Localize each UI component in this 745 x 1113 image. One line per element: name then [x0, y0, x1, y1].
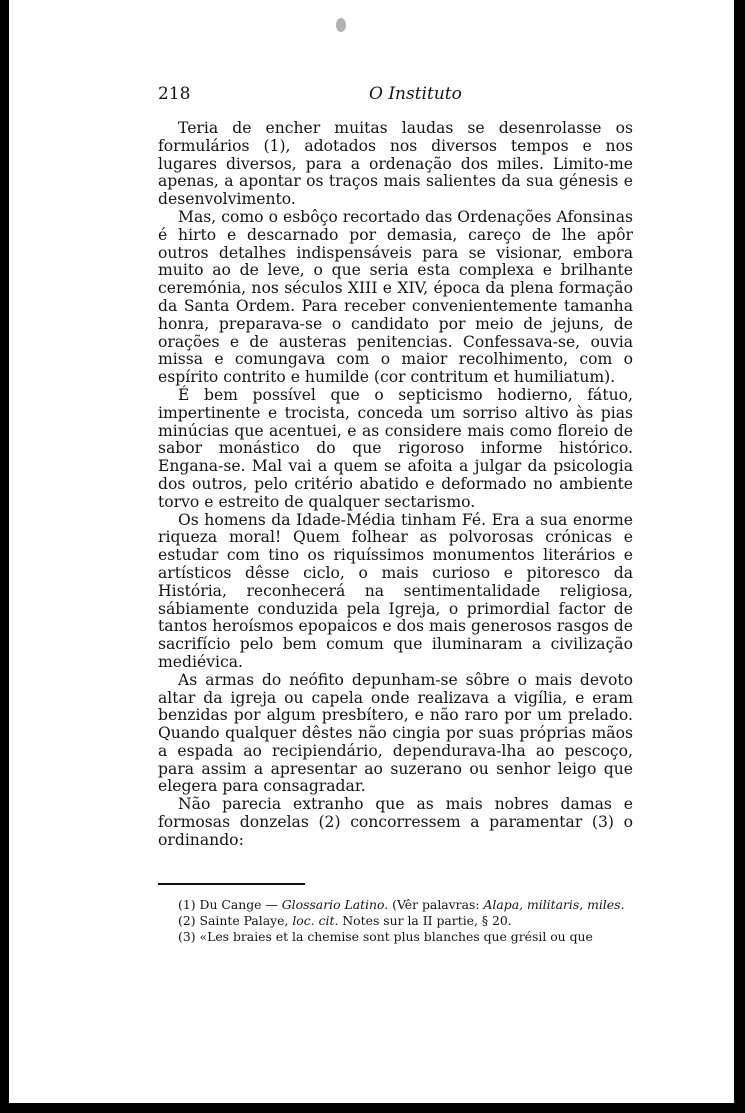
paragraph-6: Não parecia extranho que as mais nobres damas e formosas donzelas (2) concorressem a paramentar (3) o ordinando: — [158, 795, 633, 849]
scan-border-right — [734, 0, 745, 1113]
footnote-1-note: (Vêr palavras: — [392, 896, 480, 912]
footnote-1-author: Du Cange — — [199, 896, 278, 912]
page-header — [158, 84, 633, 110]
paragraph-3: É bem possível que o septicismo hodierno, fátuo, impertinente e trocista, conceda um sorriso altivo às pias minúcias que acentuei, e as considere mais como floreio de sabor monástico do que rigoroso informe histórico. Engana-se. Mal vai a quem se afoita a julgar da psicologia dos outros, pelo critério abatido e deformado no ambiente torvo e estreito de qualquer sectarismo. — [158, 385, 633, 511]
footnote-2 — [158, 913, 633, 929]
footnote-2-marker: (2) — [178, 913, 196, 929]
footnote-2-note: Notes sur la II partie, § 20. — [342, 913, 512, 929]
running-title: O Instituto — [369, 84, 462, 104]
footnote-2-loc: loc. cit. — [292, 913, 339, 929]
footnote-1-marker: (1) — [178, 896, 196, 912]
footnote-rule — [158, 883, 305, 885]
footnote-3-marker: (3) — [178, 929, 196, 945]
footnote-1-work: Glossario Latino. — [281, 896, 389, 912]
footnote-2-author: Sainte Palaye, — [199, 913, 289, 929]
scan-border-left — [0, 0, 9, 1113]
ink-blot — [336, 18, 346, 32]
page-body — [158, 84, 633, 946]
paragraph-2: Mas, como o esbôço recortado das Ordenações Afonsinas é hirto e descarnado por demasia, careço de lhe apôr outros detalhes indispensáveis para se visionar, embora muito ao de leve, o que seria esta complexa e brilhante ceremónia, nos séculos XIII e XIV, época da plena formação da Santa Ordem. Para receber convenientemente tamanha honra, preparava-se o candidato por meio de jejuns, de orações e de austeras penitencias. Confessava-se, ouvia missa e comungava com o maior recolhimento, com o espírito contrito e humilde (cor contritum et humiliatum). — [158, 207, 633, 387]
footnote-1-words: Alapa, militaris, miles. — [483, 896, 625, 912]
paragraph-5: As armas do neófito depunham-se sôbre o mais devoto altar da igreja ou capela onde realizava a vigília, e eram benzidas por algum presbítero, e não raro por um prelado. Quando qualquer dêstes não cingia por suas próprias mãos a espada ao recipiendário, dependurava-lha ao pescoço, para assim a apresentar ao suzerano ou senhor leigo que elegera para consagradar. — [158, 670, 633, 796]
footnote-3-text: «Les braies et la chemise sont plus blanches que grésil ou que — [199, 929, 593, 945]
footnote-1 — [158, 897, 633, 913]
paragraph-4: Os homens da Idade-Média tinham Fé. Era a sua enorme riqueza moral! Quem folhear as polvorosas crónicas e estudar com tino os riquíssimos monumentos literários e artísticos dêsse ciclo, o mais curioso e pitoresco da História, reconhecerá na sentimentalidade religiosa, sábiamente conduzida pela Igreja, o primordial factor de tantos heroísmos epopaicos e dos mais generosos rasgos de sacrifício pelo bem comum que iluminaram a civilização mediévica. — [158, 510, 633, 671]
scan-border-bottom — [0, 1103, 745, 1113]
footnote-3 — [158, 929, 633, 945]
paragraph-1: Teria de encher muitas laudas se desenrolasse os formulários (1), adotados nos diversos tempos e nos lugares diversos, para a ordenação dos miles. Limito-me apenas, a apontar os traços mais salientes da sua génesis e desenvolvimento. — [158, 119, 633, 209]
page-number: 218 — [158, 84, 191, 104]
